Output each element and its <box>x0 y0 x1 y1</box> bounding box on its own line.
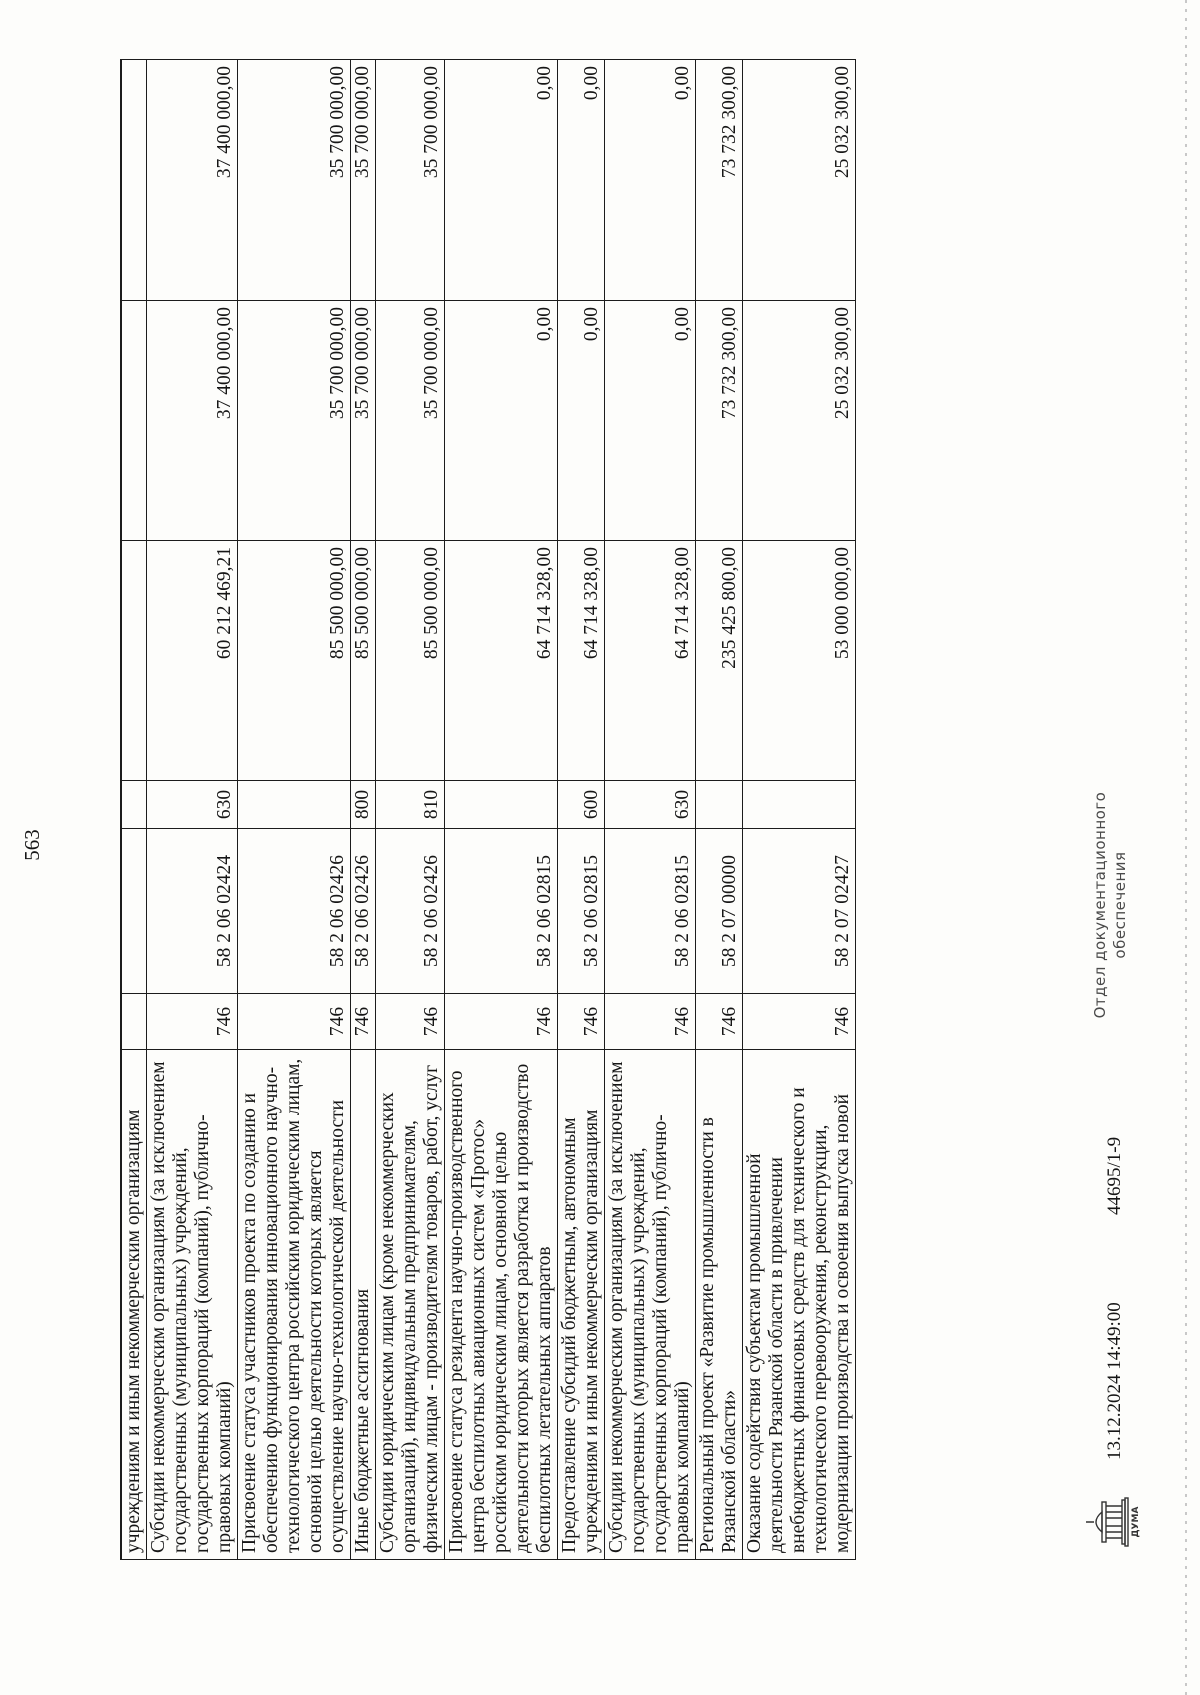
row-amount-year3: 35 700 000,00 <box>351 60 376 301</box>
row-amount-year1: 64 714 328,00 <box>605 541 696 781</box>
budget-table-body <box>121 60 856 1560</box>
row-amount-year1: 64 714 328,00 <box>445 541 558 781</box>
row-amount-year3: 35 700 000,00 <box>376 60 445 301</box>
page-footer <box>1082 50 1162 1550</box>
row-vr-code: 810 <box>376 781 445 829</box>
row-gr-code: 746 <box>696 994 743 1050</box>
row-amount-year2: 37 400 000,00 <box>147 301 238 541</box>
row-name: Оказание содействия субъектам промышленной деятельности Рязанской области в привлечении внебюджетных финансовых средств для технического и технологического перевооружения, реконструкции, модернизации производства и освоения выпуска новой <box>743 1050 856 1560</box>
row-vr-code: 600 <box>558 781 605 829</box>
table-row <box>696 60 743 1560</box>
table-row <box>605 60 696 1560</box>
emblem-caption: ДУМА <box>1131 1506 1141 1538</box>
row-vr-code <box>121 781 147 829</box>
row-vr-code: 800 <box>351 781 376 829</box>
row-csr-code: 58 2 06 02815 <box>445 829 558 994</box>
duma-building-icon <box>1082 1494 1142 1550</box>
table-row <box>558 60 605 1560</box>
row-amount-year2: 35 700 000,00 <box>376 301 445 541</box>
row-amount-year2: 35 700 000,00 <box>238 301 351 541</box>
row-amount-year2: 25 032 300,00 <box>743 301 856 541</box>
footer-doc-code: 44695/1-9 <box>1104 1136 1125 1215</box>
row-amount-year1: 85 500 000,00 <box>238 541 351 781</box>
row-csr-code: 58 2 06 02426 <box>238 829 351 994</box>
row-vr-code <box>743 781 856 829</box>
table-row <box>445 60 558 1560</box>
row-gr-code: 746 <box>351 994 376 1050</box>
table-row <box>147 60 238 1560</box>
department-stamp <box>1090 740 1130 1070</box>
row-gr-code: 746 <box>558 994 605 1050</box>
row-csr-code: 58 2 07 00000 <box>696 829 743 994</box>
scan-edge-noise <box>1185 0 1187 1695</box>
row-name: Субсидии некоммерческим организациям (за исключением государственных (муниципальных) учреждений, государственных корпораций (компаний), публично-правовых компаний) <box>147 1050 238 1560</box>
row-gr-code: 746 <box>238 994 351 1050</box>
row-name: Субсидии юридическим лицам (кроме некоммерческих организаций), индивидуальным предпринимателям, физическим лицам - производителям товаров, работ, услуг <box>376 1050 445 1560</box>
row-amount-year2: 73 732 300,00 <box>696 301 743 541</box>
row-vr-code <box>445 781 558 829</box>
row-name: Иные бюджетные ассигнования <box>351 1050 376 1560</box>
row-name: Субсидии некоммерческим организациям (за исключением государственных (муниципальных) учреждений, государственных корпораций (компаний), публично-правовых компаний) <box>605 1050 696 1560</box>
row-amount-year1: 85 500 000,00 <box>351 541 376 781</box>
row-csr-code <box>121 829 147 994</box>
row-amount-year3: 73 732 300,00 <box>696 60 743 301</box>
row-csr-code: 58 2 06 02424 <box>147 829 238 994</box>
row-name: учреждениям и иным некоммерческим организациям <box>121 1050 147 1560</box>
row-gr-code: 746 <box>743 994 856 1050</box>
row-amount-year3: 35 700 000,00 <box>238 60 351 301</box>
row-vr-code: 630 <box>605 781 696 829</box>
row-amount-year3: 0,00 <box>445 60 558 301</box>
row-amount-year1: 60 212 469,21 <box>147 541 238 781</box>
row-name: Региональный проект «Развитие промышленности в Рязанской области» <box>696 1050 743 1560</box>
department-stamp-line2: обеспечения <box>1111 851 1129 959</box>
row-vr-code: 630 <box>147 781 238 829</box>
row-amount-year1: 85 500 000,00 <box>376 541 445 781</box>
row-name: Предоставление субсидий бюджетным, автономным учреждениям и иным некоммерческим организациям <box>558 1050 605 1560</box>
page-number: 563 <box>20 829 44 861</box>
table-row <box>121 60 147 1560</box>
row-gr-code: 746 <box>605 994 696 1050</box>
row-amount-year3: 25 032 300,00 <box>743 60 856 301</box>
row-gr-code: 746 <box>147 994 238 1050</box>
footer-date: 13.12.2024 14:49:00 <box>1104 1302 1125 1460</box>
row-csr-code: 58 2 06 02426 <box>376 829 445 994</box>
row-amount-year2: 0,00 <box>445 301 558 541</box>
row-amount-year1: 53 000 000,00 <box>743 541 856 781</box>
row-csr-code: 58 2 06 02815 <box>558 829 605 994</box>
row-gr-code: 746 <box>445 994 558 1050</box>
row-amount-year1: 235 425 800,00 <box>696 541 743 781</box>
row-amount-year3 <box>121 60 147 301</box>
row-amount-year3: 0,00 <box>558 60 605 301</box>
row-csr-code: 58 2 07 02427 <box>743 829 856 994</box>
row-amount-year2: 0,00 <box>605 301 696 541</box>
row-amount-year2: 0,00 <box>558 301 605 541</box>
table-row <box>351 60 376 1560</box>
row-name: Присвоение статуса участников проекта по созданию и обеспечению функционирования инновационного научно-технологического центра российским юридическим лицам, основной целью деятельности которых является осуществление научно-технологической деятельности <box>238 1050 351 1560</box>
row-gr-code <box>121 994 147 1050</box>
table-row <box>238 60 351 1560</box>
row-vr-code <box>696 781 743 829</box>
row-amount-year1 <box>121 541 147 781</box>
row-csr-code: 58 2 06 02815 <box>605 829 696 994</box>
row-amount-year3: 0,00 <box>605 60 696 301</box>
table-row <box>376 60 445 1560</box>
row-amount-year1: 64 714 328,00 <box>558 541 605 781</box>
row-amount-year2: 35 700 000,00 <box>351 301 376 541</box>
row-vr-code <box>238 781 351 829</box>
table-row <box>743 60 856 1560</box>
budget-table <box>120 59 856 1560</box>
row-name: Присвоение статуса резидента научно-производственного центра беспилотных авиационных систем «Протос» российским юридическим лицам, основной целью деятельности которых является разработка и производство беспилотных летательных аппаратов <box>445 1050 558 1560</box>
row-csr-code: 58 2 06 02426 <box>351 829 376 994</box>
department-stamp-line1: Отдел документационного <box>1091 791 1109 1019</box>
row-amount-year3: 37 400 000,00 <box>147 60 238 301</box>
row-amount-year2 <box>121 301 147 541</box>
row-gr-code: 746 <box>376 994 445 1050</box>
